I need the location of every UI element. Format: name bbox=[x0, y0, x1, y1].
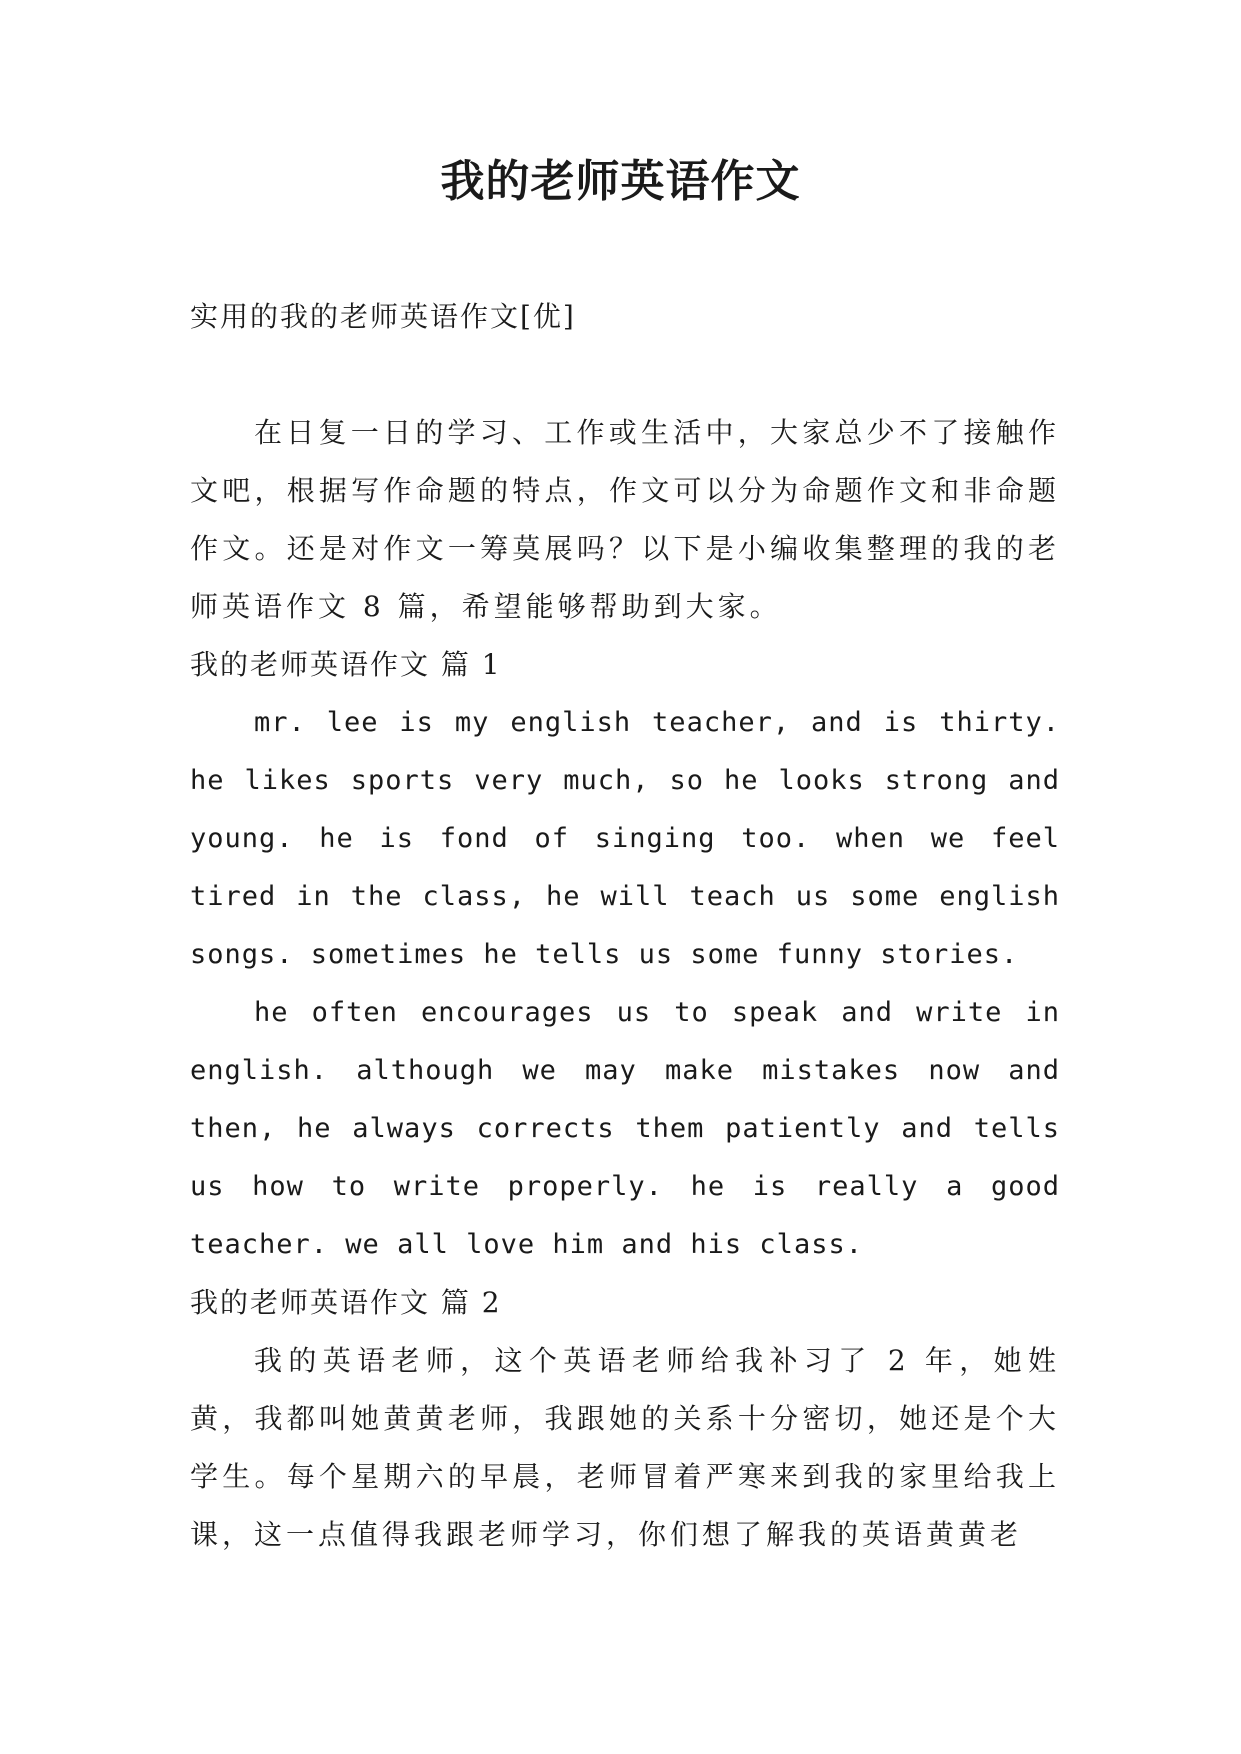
section-paragraph: 我的英语老师，这个英语老师给我补习了 2 年，她姓黄，我都叫她黄黄老师，我跟她的关系十分密切，她还是个大学生。每个星期六的早晨，老师冒着严寒来到我的家里给我上课，这一点值得我跟老师学习，你们想了解我的英语黄黄老 bbox=[190, 1344, 1060, 1551]
document-subtitle: 实用的我的老师英语作文[优] bbox=[190, 300, 576, 333]
section-paragraph: mr. lee is my english teacher, and is thirty. he likes sports very much, so he looks strong and young. he is fond of singing too. when we feel tired in the class, he will teach us some english songs. sometimes he tells us some funny stories. bbox=[190, 707, 1060, 970]
intro-paragraph: 在日复一日的学习、工作或生活中，大家总少不了接触作文吧，根据写作命题的特点，作文可以分为命题作文和非命题作文。还是对作文一筹莫展吗？以下是小编收集整理的我的老师英语作文 8 篇，希望能够帮助到大家。 bbox=[190, 416, 1060, 623]
section-heading: 我的老师英语作文 篇 2 bbox=[190, 1286, 502, 1319]
section-heading: 我的老师英语作文 篇 1 bbox=[190, 648, 502, 681]
document-title: 我的老师英语作文 bbox=[440, 156, 801, 207]
section-paragraph: he often encourages us to speak and write in english. although we may make mistakes now and then, he always corrects them patiently and tells us how to write properly. he is really a good teacher. we all love him and his class. bbox=[190, 997, 1060, 1260]
document-body bbox=[190, 288, 1060, 1564]
